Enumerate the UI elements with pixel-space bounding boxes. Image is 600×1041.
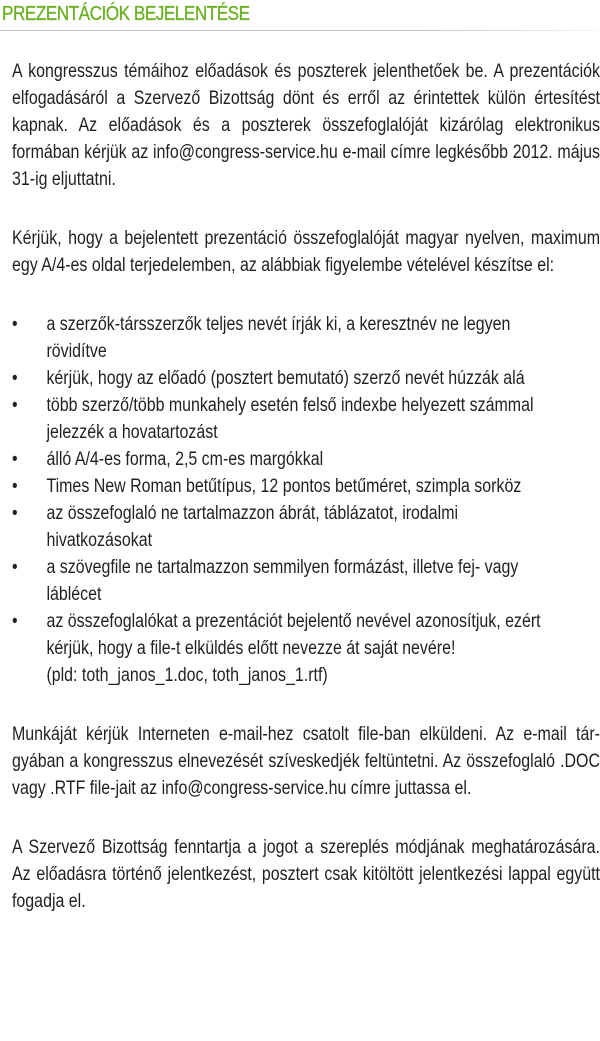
guidelines-list	[12, 311, 600, 689]
guideline-item	[12, 446, 542, 473]
bullet-icon: •	[12, 368, 18, 389]
guideline-text-line: Times New Roman betűtípus, 12 pontos betűméret, szimpla sorköz	[46, 476, 522, 497]
guideline-item	[12, 365, 542, 392]
header-divider	[0, 30, 600, 31]
page-title: PREZENTÁCIÓK BEJELENTÉSE	[2, 3, 250, 25]
bullet-icon: •	[12, 476, 18, 497]
guideline-text-line: kérjük, hogy a file-t elküldés előtt nevezze át saját nevére!	[46, 638, 456, 659]
page-header	[0, 0, 600, 36]
bullet-icon: •	[12, 557, 18, 578]
bullet-icon: •	[12, 395, 18, 416]
bullet-icon: •	[12, 611, 18, 632]
committee-rights-paragraph: A Szervező Bizottság fenntartja a jogot a szereplés módjának meghatározására. Az előadásra történő jelentkezést, posztert csak kitöltött jelentkezési lappal együtt fogadja el.	[12, 837, 600, 912]
guideline-text-line: a szövegfile ne tartalmazzon semmilyen formázást, illetve fej- vagy láblécet	[46, 557, 519, 605]
guideline-item	[12, 311, 542, 365]
guideline-item	[12, 392, 542, 446]
bullet-icon: •	[12, 503, 18, 524]
guideline-item	[12, 500, 542, 554]
guideline-text-line: jelezzék a hovatartozást	[46, 422, 218, 443]
guideline-text-line: rövidítve	[46, 341, 107, 362]
guideline-text-line: az összefoglaló ne tartalmazzon ábrát, táblázatot, irodalmi hivatkozásokat	[46, 503, 459, 551]
email-instructions-paragraph: Munkáját kérjük Interneten e-mail-hez csatolt file-ban elküldeni. Az e-mail tárgyában a kongresszus elnevezését szíveskedjék feltüntetni. Az összefoglaló .DOC vagy .RTF file-jait az info@congress-service.hu címre juttassa el.	[12, 724, 600, 799]
guideline-text-line: több szerző/több munkahely esetén felső indexbe helyezett számmal	[46, 395, 534, 416]
guideline-item	[12, 473, 542, 500]
guideline-item	[12, 608, 542, 689]
guideline-text-line: (pld: toth_janos_1.doc, toth_janos_1.rtf)	[46, 665, 328, 686]
bullet-icon: •	[12, 449, 18, 470]
bullet-icon: •	[12, 314, 18, 335]
guidelines-intro-paragraph: Kérjük, hogy a bejelentett prezentáció összefoglalóját magyar nyelven, maximum egy A/4-es oldal terjedelemben, az alábbiak figyelembe vételével készítse el:	[12, 228, 600, 276]
guideline-text-line: kérjük, hogy az előadó (posztert bemutató) szerző nevét húzzák alá	[46, 368, 525, 389]
guideline-text-line: az összefoglalókat a prezentációt bejelentő nevével azonosítjuk, ezért	[46, 611, 541, 632]
article-body	[12, 58, 600, 947]
guideline-text-line: álló A/4-es forma, 2,5 cm-es margókkal	[46, 449, 324, 470]
intro-paragraph: A kongresszus témáihoz előadások és poszterek jelenthetőek be. A prezentációk elfogadásáról a Szervező Bizottság dönt és erről az érintettek külön értesítést kapnak. Az előadások és a poszterek összefoglalóját kizárólag elektronikus formában kérjük az info@congress-service.hu e-mail címre legkésőbb 2012. május 31-ig eljuttatni.	[12, 61, 600, 190]
guideline-item	[12, 554, 542, 608]
guideline-text-line: a szerzők-társszerzők teljes nevét írják ki, a keresztnév ne legyen	[46, 314, 511, 335]
